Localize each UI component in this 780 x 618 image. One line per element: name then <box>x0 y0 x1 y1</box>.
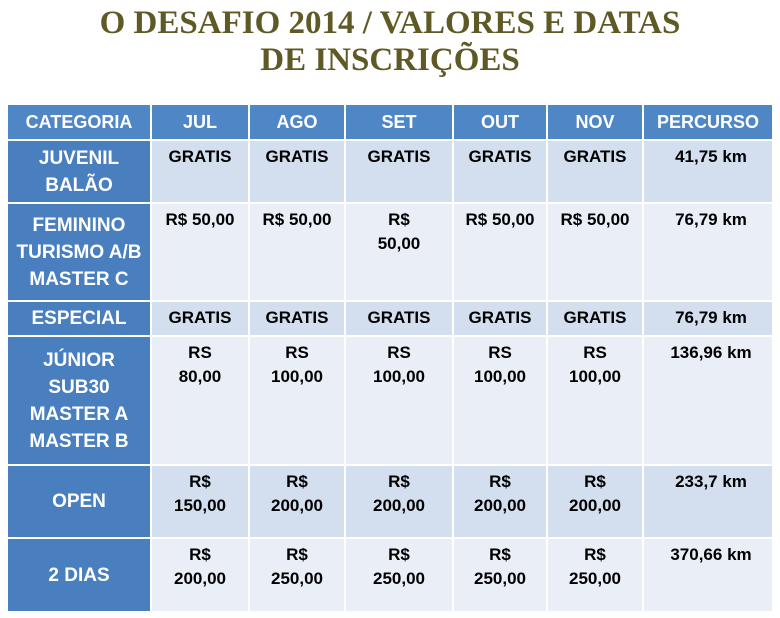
table-row <box>7 301 773 336</box>
fee-cell-out: R$ 200,00 <box>453 465 547 538</box>
category-cell: JÚNIOR SUB30 MASTER A MASTER B <box>7 336 151 465</box>
fee-cell-set: R$ 250,00 <box>345 538 453 612</box>
column-header-set: SET <box>345 104 453 140</box>
fee-cell-nov: GRATIS <box>547 140 643 203</box>
fee-cell-nov: RS 100,00 <box>547 336 643 465</box>
fee-cell-out: R$ 50,00 <box>453 203 547 301</box>
distance-cell: 370,66 km <box>643 538 773 612</box>
fee-cell-out: R$ 250,00 <box>453 538 547 612</box>
page-title-line-2: DE INSCRIÇÕES <box>260 42 520 78</box>
distance-cell: 233,7 km <box>643 465 773 538</box>
fee-cell-out: RS 100,00 <box>453 336 547 465</box>
distance-cell: 76,79 km <box>643 203 773 301</box>
table-row <box>7 336 773 465</box>
category-cell: FEMININO TURISMO A/B MASTER C <box>7 203 151 301</box>
table-header-row <box>7 104 773 140</box>
column-header-ago: AGO <box>249 104 345 140</box>
registration-fees-table <box>6 103 774 613</box>
distance-cell: 136,96 km <box>643 336 773 465</box>
fee-cell-out: GRATIS <box>453 301 547 336</box>
fee-cell-ago: RS 100,00 <box>249 336 345 465</box>
fee-cell-jul: GRATIS <box>151 301 249 336</box>
fee-cell-nov: R$ 200,00 <box>547 465 643 538</box>
fee-cell-ago: R$ 50,00 <box>249 203 345 301</box>
table-row <box>7 140 773 203</box>
fee-cell-ago: GRATIS <box>249 140 345 203</box>
fee-cell-set: R$ 200,00 <box>345 465 453 538</box>
column-header-nov: NOV <box>547 104 643 140</box>
fee-cell-nov: GRATIS <box>547 301 643 336</box>
distance-cell: 76,79 km <box>643 301 773 336</box>
fee-cell-ago: GRATIS <box>249 301 345 336</box>
column-header-percurso: PERCURSO <box>643 104 773 140</box>
table-row <box>7 538 773 612</box>
fee-cell-ago: R$ 250,00 <box>249 538 345 612</box>
category-cell: ESPECIAL <box>7 301 151 336</box>
table-row <box>7 465 773 538</box>
fee-cell-jul: R$ 200,00 <box>151 538 249 612</box>
fee-cell-nov: R$ 250,00 <box>547 538 643 612</box>
fee-cell-set: GRATIS <box>345 301 453 336</box>
fee-cell-jul: R$ 50,00 <box>151 203 249 301</box>
fee-cell-set: R$ 50,00 <box>345 203 453 301</box>
fee-cell-jul: RS 80,00 <box>151 336 249 465</box>
fee-cell-set: RS 100,00 <box>345 336 453 465</box>
fee-cell-jul: R$ 150,00 <box>151 465 249 538</box>
category-cell: JUVENIL BALÃO <box>7 140 151 203</box>
page-title-line-1: O DESAFIO 2014 / VALORES E DATAS <box>99 5 681 41</box>
fee-cell-nov: R$ 50,00 <box>547 203 643 301</box>
fee-cell-jul: GRATIS <box>151 140 249 203</box>
table-row <box>7 203 773 301</box>
category-cell: 2 DIAS <box>7 538 151 612</box>
category-cell: OPEN <box>7 465 151 538</box>
fee-cell-set: GRATIS <box>345 140 453 203</box>
fee-cell-ago: R$ 200,00 <box>249 465 345 538</box>
column-header-jul: JUL <box>151 104 249 140</box>
column-header-categoria: CATEGORIA <box>7 104 151 140</box>
column-header-out: OUT <box>453 104 547 140</box>
fee-cell-out: GRATIS <box>453 140 547 203</box>
distance-cell: 41,75 km <box>643 140 773 203</box>
